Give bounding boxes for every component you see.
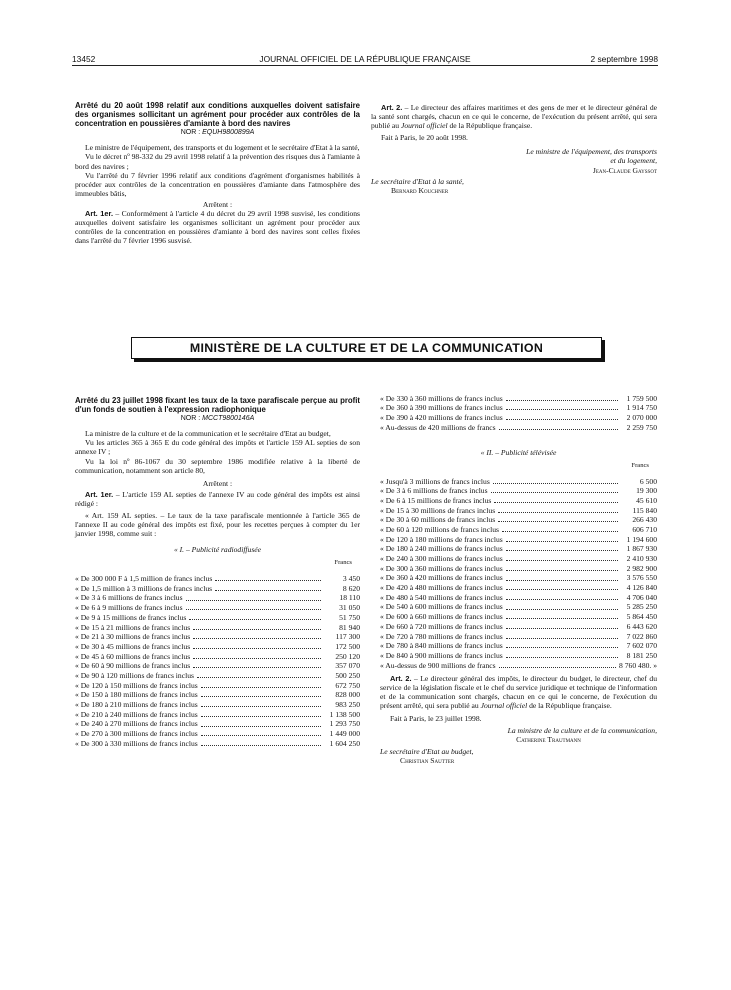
rate-row — [75, 690, 360, 700]
dot-leader — [493, 483, 618, 484]
rate-bracket: « De 660 à 720 millions de francs inclus — [380, 621, 503, 631]
arrete-amiante-title: Arrêté du 20 août 1998 relatif aux conditions auxquelles doivent satisfaire des organismes sollicitant un agrément pour procéder aux contrôles de la concentration en poussières d'amiante à bord des navires — [75, 101, 360, 129]
rate-bracket: « De 300 à 330 millions de francs inclus — [75, 738, 198, 748]
article-quote: « Art. 159 AL septies. – Le taux de la taxe parafiscale mentionnée à l'article 365 de l'annexe II au code général des impôts est fixé, pour les recettes perçues à compter du 1er janvier 1998, comme suit : — [75, 511, 360, 539]
rate-amount: 5 864 450 — [626, 612, 657, 622]
rate-amount: 1 759 500 — [626, 393, 657, 403]
rate-row — [75, 651, 360, 661]
nor-code: EQUH9800899A — [202, 129, 255, 137]
rate-row — [380, 412, 657, 422]
rate-amount: 8 181 250 — [626, 650, 657, 660]
rate-row — [380, 631, 657, 641]
rate-amount: 31 050 — [339, 603, 360, 613]
signatory-2-name: Bernard Kouchner — [391, 185, 449, 195]
rate-amount: 266 430 — [632, 515, 657, 525]
rate-amount: 117 300 — [335, 632, 360, 642]
dot-leader — [506, 657, 618, 658]
radio-rate-table-part1 — [75, 574, 360, 748]
rate-row — [380, 621, 657, 631]
rate-amount: 828 000 — [335, 690, 360, 700]
rate-amount: 1 604 250 — [329, 738, 360, 748]
rate-bracket: « De 3 à 6 millions de francs inclus — [75, 593, 183, 603]
rate-bracket: « De 120 à 180 millions de francs inclus — [380, 534, 503, 544]
rate-row — [75, 583, 360, 593]
arrete-amiante-end — [371, 101, 657, 195]
unit-francs: Francs — [334, 559, 352, 567]
nor-reference: NOR : EQUH9800899A — [180, 129, 255, 137]
signatory-2-title: Le secrétaire d'Etat au budget, — [380, 747, 474, 757]
rate-amount: 2 982 900 — [626, 563, 657, 573]
rate-bracket: « De 300 à 360 millions de francs inclus — [380, 563, 503, 573]
unit-francs: Francs — [631, 461, 649, 469]
dot-leader — [215, 580, 321, 581]
rate-amount: 81 940 — [339, 622, 360, 632]
rate-row — [75, 670, 360, 680]
rate-amount: 51 750 — [339, 612, 360, 622]
dot-leader — [201, 696, 321, 697]
rate-row — [380, 476, 657, 486]
rate-row — [75, 603, 360, 613]
rate-amount: 2 259 750 — [626, 422, 657, 432]
dot-leader — [193, 648, 321, 649]
dot-leader — [506, 618, 618, 619]
signatory-1-name: Catherine Trautmann — [516, 735, 581, 745]
rate-row — [75, 729, 360, 739]
dot-leader — [498, 521, 618, 522]
rate-amount: 1 449 000 — [329, 729, 360, 739]
rate-bracket: « De 150 à 180 millions de francs inclus — [75, 690, 198, 700]
rate-row — [380, 403, 657, 413]
article-2: Art. 2. – Le directeur des affaires maritimes et des gens de mer et le directeur général de la santé sont chargés, chacun en ce qui le concerne, de l'exécution du présent arrêté, qui sera publié au Journal officiel de la République française. — [371, 103, 657, 131]
rate-bracket: « De 6 à 9 millions de francs inclus — [75, 603, 183, 613]
dot-leader — [499, 667, 616, 668]
rate-bracket: « Au-dessus de 900 millions de francs — [380, 660, 496, 670]
rate-row — [380, 592, 657, 602]
rate-bracket: « De 30 à 45 millions de francs inclus — [75, 641, 191, 651]
preamble-decret: Vu le décret nº 98-332 du 29 avril 1998 relatif à la prévention des risques dus à l'amiante à bord des navires ; — [75, 152, 360, 171]
signature-date: Fait à Paris, le 20 août 1998. — [381, 133, 468, 143]
preamble-code: Vu les articles 365 à 365 E du code général des impôts et l'article 159 AL septies de son annexe IV ; — [75, 438, 360, 457]
dot-leader — [186, 600, 321, 601]
rate-row — [380, 612, 657, 622]
journal-title: JOURNAL OFFICIEL DE LA RÉPUBLIQUE FRANÇAISE — [259, 54, 471, 64]
rate-bracket: « De 600 à 660 millions de francs inclus — [380, 612, 503, 622]
rate-amount: 172 500 — [335, 641, 360, 651]
preamble-arrete: Vu l'arrêté du 7 février 1996 relatif aux conditions d'agrément d'organismes habilités à procéder aux contrôles de la concentration en poussières d'amiante dans l'atmosphère des immeubles bâtis, — [75, 170, 360, 198]
rate-bracket: « De 180 à 210 millions de francs inclus — [75, 700, 198, 710]
rate-bracket: « Jusqu'à 3 millions de francs inclus — [380, 476, 490, 486]
dot-leader — [193, 638, 321, 639]
rate-bracket: « De 15 à 30 millions de francs inclus — [380, 505, 496, 515]
arrete-taxe-title: Arrêté du 23 juillet 1998 fixant les taux de la taxe parafiscale perçue au profit d'un fonds de soutien à l'expression radiophonique — [75, 396, 360, 415]
rate-bracket: « De 90 à 120 millions de francs inclus — [75, 670, 194, 680]
rate-amount: 6 443 620 — [626, 621, 657, 631]
dot-leader — [506, 550, 618, 551]
rate-bracket: « De 30 à 60 millions de francs inclus — [380, 515, 496, 525]
signatory-1-title: Le ministre de l'équipement, des transports et du logement, — [526, 147, 657, 166]
rate-bracket: « De 720 à 780 millions de francs inclus — [380, 631, 503, 641]
arretent-label: Arrêtent : — [202, 478, 233, 488]
rate-row — [380, 544, 657, 554]
rate-row — [380, 602, 657, 612]
rate-row — [75, 593, 360, 603]
rate-row — [75, 709, 360, 719]
rate-row — [380, 524, 657, 534]
rate-amount: 1 867 930 — [626, 544, 657, 554]
rate-amount: 357 070 — [335, 661, 360, 671]
rate-row — [380, 393, 657, 403]
dot-leader — [201, 745, 321, 746]
rate-amount: 672 750 — [335, 680, 360, 690]
rate-amount: 500 250 — [335, 670, 360, 680]
signatory-2-title: Le secrétaire d'Etat à la santé, — [371, 176, 464, 186]
dot-leader — [201, 706, 321, 707]
signatory-2-name: Christian Sautter — [400, 756, 455, 766]
dot-leader — [201, 716, 321, 717]
dot-leader — [506, 638, 618, 639]
rate-amount: 1 138 500 — [329, 709, 360, 719]
rate-bracket: « De 420 à 480 millions de francs inclus — [380, 583, 503, 593]
nor-reference: NOR : MCCT9800146A — [180, 415, 255, 423]
dot-leader — [506, 609, 618, 610]
dot-leader — [494, 502, 618, 503]
rate-row — [380, 553, 657, 563]
rate-row — [380, 641, 657, 651]
rate-row — [380, 495, 657, 505]
rate-bracket: « De 480 à 540 millions de francs inclus — [380, 592, 503, 602]
dot-leader — [506, 570, 618, 571]
rate-row — [380, 650, 657, 660]
rate-amount: 45 610 — [636, 495, 657, 505]
rate-row — [380, 660, 657, 670]
rate-amount: 6 500 — [639, 476, 657, 486]
rate-row — [75, 699, 360, 709]
dot-leader — [506, 628, 618, 629]
dot-leader — [189, 619, 321, 620]
rate-amount: 8 760 480. » — [619, 660, 657, 670]
rate-row — [75, 719, 360, 729]
rate-row — [380, 534, 657, 544]
preamble-ministers: La ministre de la culture et de la communication et le secrétaire d'Etat au budget, — [85, 429, 331, 439]
rate-row — [75, 632, 360, 642]
nor-code: MCCT9800146A — [202, 415, 255, 423]
section-radio-heading: « I. – Publicité radiodiffusée — [173, 545, 262, 555]
rate-row — [380, 505, 657, 515]
arrete-amiante-start — [75, 101, 360, 245]
dot-leader — [506, 589, 618, 590]
rate-bracket: « De 390 à 420 millions de francs inclus — [380, 412, 503, 422]
rate-bracket: « De 60 à 120 millions de francs inclus — [380, 524, 499, 534]
rate-row — [380, 583, 657, 593]
dot-leader — [201, 687, 321, 688]
arretent-label: Arrêtent : — [202, 199, 233, 209]
rate-bracket: « De 60 à 90 millions de francs inclus — [75, 661, 191, 671]
issue-date: 2 septembre 1998 — [590, 54, 658, 64]
rate-bracket: « De 21 à 30 millions de francs inclus — [75, 632, 191, 642]
rate-amount: 18 110 — [339, 593, 360, 603]
rate-bracket: « Au-dessus de 420 millions de francs — [380, 422, 496, 432]
dot-leader — [201, 735, 321, 736]
rate-row — [75, 612, 360, 622]
dot-leader — [506, 599, 618, 600]
rate-row — [75, 622, 360, 632]
rate-amount: 3 576 550 — [626, 573, 657, 583]
rate-row — [380, 515, 657, 525]
dot-leader — [506, 409, 618, 410]
rate-bracket: « De 240 à 300 millions de francs inclus — [380, 554, 503, 564]
rate-amount: 7 022 860 — [626, 631, 657, 641]
rate-bracket: « De 45 à 60 millions de francs inclus — [75, 651, 191, 661]
rate-bracket: « De 3 à 6 millions de francs inclus — [380, 486, 488, 496]
tv-rate-table — [380, 476, 657, 670]
rate-amount: 1 914 750 — [626, 403, 657, 413]
rate-bracket: « De 120 à 150 millions de francs inclus — [75, 680, 198, 690]
rate-bracket: « De 840 à 900 millions de francs inclus — [380, 650, 503, 660]
signature-date: Fait à Paris, le 23 juillet 1998. — [390, 714, 482, 724]
dot-leader — [498, 512, 618, 513]
dot-leader — [193, 629, 321, 630]
rate-amount: 8 620 — [342, 583, 360, 593]
dot-leader — [506, 400, 618, 401]
rate-bracket: « De 540 à 600 millions de francs inclus — [380, 602, 503, 612]
rate-amount: 2 070 000 — [626, 412, 657, 422]
rate-amount: 5 285 250 — [626, 602, 657, 612]
rate-amount: 115 840 — [632, 505, 657, 515]
dot-leader — [506, 647, 618, 648]
rate-row — [75, 738, 360, 748]
rate-amount: 7 602 070 — [626, 641, 657, 651]
rate-amount: 1 293 750 — [329, 719, 360, 729]
rate-bracket: « De 300 000 F à 1,5 million de francs inclus — [75, 574, 213, 584]
rate-bracket: « De 1,5 million à 3 millions de francs inclus — [75, 583, 213, 593]
dot-leader — [499, 429, 618, 430]
rate-row — [380, 422, 657, 432]
rate-bracket: « De 360 à 420 millions de francs inclus — [380, 573, 503, 583]
dot-leader — [506, 560, 618, 561]
dot-leader — [186, 609, 321, 610]
rate-amount: 4 706 040 — [626, 592, 657, 602]
rate-row — [75, 661, 360, 671]
rate-amount: 19 300 — [636, 486, 657, 496]
rate-bracket: « De 210 à 240 millions de francs inclus — [75, 709, 198, 719]
rate-bracket: « De 360 à 390 millions de francs inclus — [380, 403, 503, 413]
radio-rate-table-part2 — [380, 393, 657, 432]
arrete-taxe-start — [75, 396, 360, 748]
rate-amount: 2 410 930 — [626, 554, 657, 564]
rate-bracket: « De 270 à 300 millions de francs inclus — [75, 729, 198, 739]
rate-row — [380, 486, 657, 496]
article-1: Art. 1er. – L'article 159 AL septies de l'annexe IV au code général des impôts est ainsi rédigé : — [75, 489, 360, 508]
section-tv-heading: « II. – Publicité télévisée — [480, 447, 557, 457]
rate-row — [380, 563, 657, 573]
page-number: 13452 — [72, 54, 96, 64]
rate-amount: 4 126 840 — [626, 583, 657, 593]
dot-leader — [193, 658, 321, 659]
signatory-1-name: Jean-Claude Gayssot — [592, 165, 657, 175]
rate-bracket: « De 180 à 240 millions de francs inclus — [380, 544, 503, 554]
dot-leader — [502, 531, 618, 532]
article-1: Art. 1er. – Conformément à l'article 4 du décret du 29 avril 1998 susvisé, les conditions auxquelles doivent satisfaire les organismes sollicitant un agrément pour procéder aux contrôles de la concentration en poussières d'amiante à bord des navires sont celles fixées dans l'arrêté du 7 février 1996 susvisé. — [75, 209, 361, 246]
dot-leader — [193, 667, 321, 668]
rate-amount: 606 710 — [632, 524, 657, 534]
preamble-ministers: Le ministre de l'équipement, des transports et du logement et le secrétaire d'Etat à la santé, — [85, 143, 360, 153]
rate-amount: 1 194 600 — [626, 534, 657, 544]
dot-leader — [506, 541, 618, 542]
dot-leader — [201, 726, 321, 727]
arrete-taxe-end — [380, 393, 657, 766]
dot-leader — [506, 419, 618, 420]
rate-row — [75, 641, 360, 651]
rate-row — [75, 680, 360, 690]
rate-row — [75, 574, 360, 584]
rate-amount: 3 450 — [342, 574, 360, 584]
rate-bracket: « De 6 à 15 millions de francs inclus — [380, 495, 492, 505]
dot-leader — [215, 590, 321, 591]
dot-leader — [197, 677, 321, 678]
rate-row — [380, 573, 657, 583]
signatory-1-title: La ministre de la culture et de la communication, — [507, 726, 657, 736]
rate-bracket: « De 240 à 270 millions de francs inclus — [75, 719, 198, 729]
ministry-banner: MINISTÈRE DE LA CULTURE ET DE LA COMMUNICATION — [131, 337, 602, 359]
rate-amount: 983 250 — [335, 700, 360, 710]
header-rule — [72, 65, 658, 66]
preamble-loi: Vu la loi nº 86-1067 du 30 septembre 1986 modifiée relative à la liberté de communication, notamment son article 80, — [75, 456, 360, 475]
dot-leader — [506, 580, 618, 581]
rate-bracket: « De 330 à 360 millions de francs inclus — [380, 393, 503, 403]
rate-bracket: « De 9 à 15 millions de francs inclus — [75, 612, 187, 622]
rate-amount: 250 120 — [335, 651, 360, 661]
article-2: Art. 2. – Le directeur général des impôts, le directeur du budget, le directeur, chef du service de la législation fiscale et le chef du service juridique et technique de l'information et de la communication sont chargés, chacun en ce qui le concerne, de l'exécution du présent arrêté, qui sera publié au Journal officiel de la République française. — [380, 673, 657, 710]
dot-leader — [491, 492, 618, 493]
rate-bracket: « De 780 à 840 millions de francs inclus — [380, 641, 503, 651]
rate-bracket: « De 15 à 21 millions de francs inclus — [75, 622, 191, 632]
